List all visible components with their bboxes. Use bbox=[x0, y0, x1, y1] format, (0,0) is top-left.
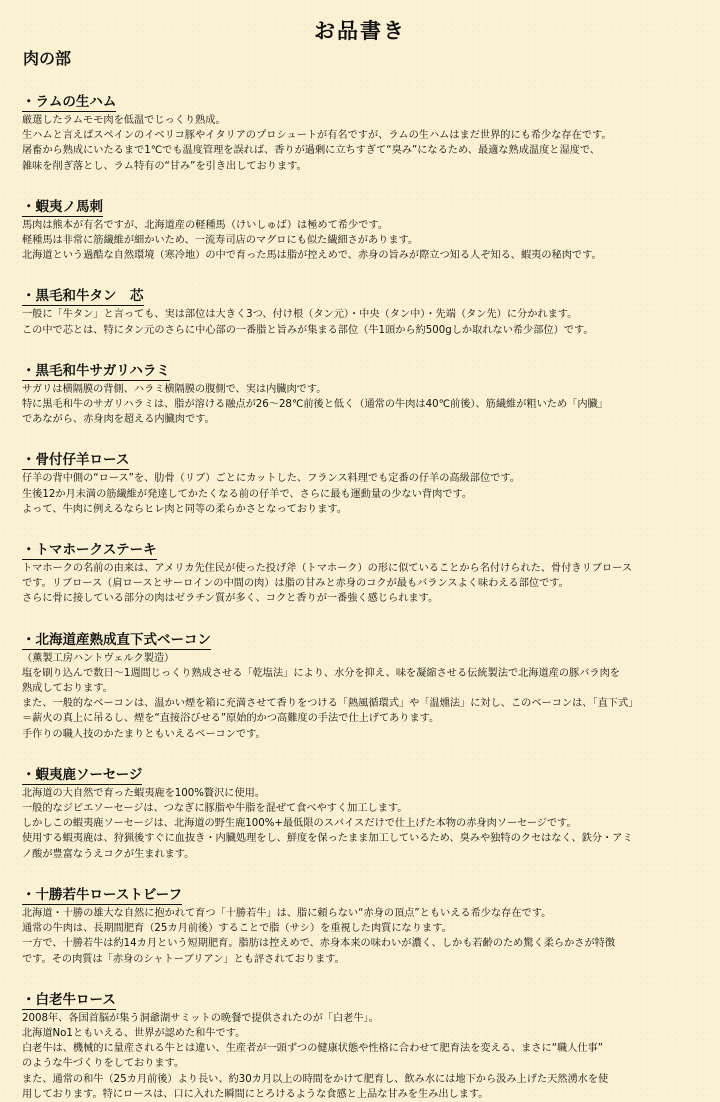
description-line: （薫製工房ハントヴェルク製造） bbox=[22, 652, 175, 664]
menu-item-description bbox=[22, 786, 706, 862]
description-line: 生後12か月未満の筋繊維が発達してかたくなる前の仔羊で、さらに最も運動量の少ない背肉です。 bbox=[22, 488, 473, 500]
menu-item-description bbox=[22, 382, 706, 428]
menu-item-name: ・トマホークステーキ bbox=[22, 542, 157, 559]
menu-item-description bbox=[22, 561, 706, 607]
description-line: 生ハムと言えばスペインのイベリコ豚やイタリアのプロシュートが有名ですが、ラムの生ハムはまだ世界的にも希少な存在です。 bbox=[22, 130, 612, 142]
menu-item-description bbox=[22, 113, 706, 174]
menu-item-description bbox=[22, 906, 706, 967]
description-line: 仔羊の背中側の“ロース”を、肋骨（リブ）ごとにカットした、フランス料理でも定番の仔羊の高級部位です。 bbox=[22, 473, 520, 485]
menu-item bbox=[22, 629, 706, 742]
menu-item-name: ・蝦夷ノ馬刺 bbox=[22, 198, 103, 215]
menu-item bbox=[22, 989, 706, 1102]
description-line: 厳選したラムモモ肉を低温でじっくり熟成。 bbox=[22, 115, 226, 126]
description-line: サガリは横隔膜の背側、ハラミ横隔膜の腹側で、実は内臓肉です。 bbox=[22, 383, 327, 395]
description-line: この中で芯とは、特にタン元のさらに中心部の一番脂と旨みが集まる部位（牛1頭から約500gしか取れない希少部位）です。 bbox=[22, 324, 594, 336]
menu-item-name: ・ラムの生ハム bbox=[22, 94, 117, 110]
menu-item-description bbox=[22, 218, 706, 264]
menu-item bbox=[22, 360, 706, 428]
menu-item-name: ・黒毛和牛タン 芯 bbox=[22, 288, 144, 305]
section-heading: 肉の部 bbox=[23, 49, 72, 68]
description-line: 北海道の大自然で育った蝦夷鹿を100%贅沢に使用。 bbox=[22, 787, 266, 799]
menu-item-name: ・黒毛和牛サガリハラミ bbox=[22, 362, 170, 379]
description-line: 雑味を削ぎ落とし、ラム特有の“甘み”を引き出しております。 bbox=[22, 160, 307, 172]
description-line: です。リブロース（肩ロースとサーロインの中間の肉）は脂の甘みと赤身のコクが最もバランスよく味わえる部位です。 bbox=[22, 578, 569, 590]
menu-item-name: ・北海道産熟成直下式ベーコン bbox=[22, 631, 211, 648]
description-line: 北海道・十勝の雄大な自然に抱かれて育つ「十勝若牛」は、脂に頼らない“赤身の頂点”ともいえる希少な存在です。 bbox=[22, 907, 552, 919]
description-line: 軽種馬は非常に筋繊維が細かいため、一流寿司店のマグロにも似た繊細さがあります。 bbox=[22, 235, 419, 247]
description-line: 馬肉は熊本が有名ですが、北海道産の軽種馬（けいしゅば）は極めて希少です。 bbox=[22, 219, 388, 231]
description-line: また、一般的なベーコンは、温かい煙を箱に充満させて香りをつける「熱風循環式」や「温燻法」に対し、このベーコンは、「直下式」 bbox=[22, 698, 639, 710]
description-line: ノ酸が豊富なうえコクが生まれます。 bbox=[22, 848, 195, 860]
menu-item-description bbox=[22, 1011, 706, 1102]
description-line: しかしこの蝦夷鹿ソーセージは、北海道の野生鹿100%+最低限のスパイスだけで仕上げた本物の赤身肉ソーセージです。 bbox=[22, 818, 577, 830]
description-line: 手作りの職人技のかたまりともいえるベーコンです。 bbox=[22, 728, 266, 740]
description-line: 特に黒毛和牛のサガリハラミは、脂が溶ける融点が26～28℃前後と低く（通常の牛肉は40℃前後）、筋繊維が粗いため「内臓」 bbox=[22, 399, 608, 411]
menu-items bbox=[22, 91, 706, 1102]
description-line: 通常の牛肉は、長期間肥育（25カ月前後）することで脂（サシ）を重視した肉質になります。 bbox=[22, 923, 452, 935]
description-line: 屠畜から熟成にいたるまで1℃でも温度管理を誤れば、香りが過剰に立ちすぎて“臭み”になるため、最適な熟成温度と湿度で、 bbox=[22, 145, 600, 157]
description-line: 用しております。特にロースは、口に入れた瞬間にとろけるような食感と上品な甘みを生み出します。 bbox=[22, 1088, 489, 1100]
menu-item-description bbox=[22, 307, 706, 337]
description-line: また、通常の和牛（25カ月前後）より長い、約30カ月以上の時間をかけて肥育し、飲み水には地下から汲み上げた天然湧水を使 bbox=[22, 1073, 609, 1085]
menu-item-name: ・蝦夷鹿ソーセージ bbox=[22, 766, 143, 783]
description-line: よって、牛肉に例えるならヒレ肉と同等の柔らかさとなっております。 bbox=[22, 503, 347, 515]
menu-item-description bbox=[22, 651, 706, 742]
description-line: 北海道No1ともいえる、世界が認めた和牛です。 bbox=[22, 1027, 246, 1039]
description-line: 北海道という過酷な自然環境（寒冷地）の中で育った馬は脂が控えめで、赤身の旨みが際立つ知る人ぞ知る、蝦夷の秘肉です。 bbox=[22, 250, 602, 262]
menu-item bbox=[22, 539, 706, 607]
description-line: です。その肉質は「赤身のシャトーブリアン」とも評されております。 bbox=[22, 953, 345, 965]
description-line: トマホークの名前の由来は、アメリカ先住民が使った投げ斧（トマホーク）の形に似ていることから名付けられた、骨付きリブロース bbox=[22, 563, 633, 575]
menu-item bbox=[22, 884, 706, 967]
description-line: 使用する蝦夷鹿は、狩猟後すぐに血抜き・内臓処理をし、鮮度を保ったまま加工しているため、臭みや独特のクセはなく、鉄分・アミ bbox=[22, 833, 633, 845]
description-line: 2008年、各国首脳が集う洞爺湖サミットの晩餐で提供されたのが「白老牛」。 bbox=[22, 1012, 379, 1024]
description-line: 一般に「牛タン」と言っても、実は部位は大きく3つ、付け根（タン元）・中央（タン中）・先端（タン先）に分かれます。 bbox=[22, 309, 578, 321]
description-line: であながら、赤身肉を超える内臓肉です。 bbox=[22, 414, 215, 426]
description-line: 一般的なジビエソーセージは、つなぎに豚脂や牛脂を混ぜて食べやすく加工します。 bbox=[22, 803, 408, 815]
description-line: 白老牛は、機械的に量産される牛とは違い、生産者が一頭ずつの健康状態や性格に合わせて肥育法を変える、まさに“職人仕事” bbox=[22, 1043, 604, 1055]
description-line: 塩を刷り込んで数日～1週間じっくり熟成させる「乾塩法」により、水分を抑え、味を凝縮させる伝統製法で北海道産の豚バラ肉を bbox=[22, 667, 620, 679]
description-line: 熟成しております。 bbox=[22, 683, 113, 695]
menu-item bbox=[22, 285, 706, 337]
description-line: ＝薪火の真上に吊るし、煙を“直接浴びせる”原始的かつ高難度の手法で仕上げてあります。 bbox=[22, 713, 440, 725]
page-title: お品書き bbox=[314, 19, 406, 43]
menu-item-name: ・十勝若牛ローストビーフ bbox=[22, 886, 183, 903]
menu-item-name: ・白老牛ロース bbox=[22, 991, 116, 1008]
menu-item bbox=[22, 764, 706, 862]
menu-item bbox=[22, 91, 706, 174]
description-line: のような牛づくりをしております。 bbox=[22, 1058, 185, 1070]
menu-item-description bbox=[22, 471, 706, 517]
menu-item-name: ・骨付仔羊ロース bbox=[22, 452, 130, 469]
menu-item bbox=[22, 196, 706, 264]
description-line: 一方で、十勝若牛は約14カ月という短期肥育。脂肪は控えめで、赤身本来の味わいが濃く、しかも若齢のため驚く柔らかさが特徴 bbox=[22, 938, 616, 950]
menu-item bbox=[22, 449, 706, 517]
description-line: さらに骨に接している部分の肉はゼラチン質が多く、コクと香りが一番強く感じられます。 bbox=[22, 593, 439, 605]
